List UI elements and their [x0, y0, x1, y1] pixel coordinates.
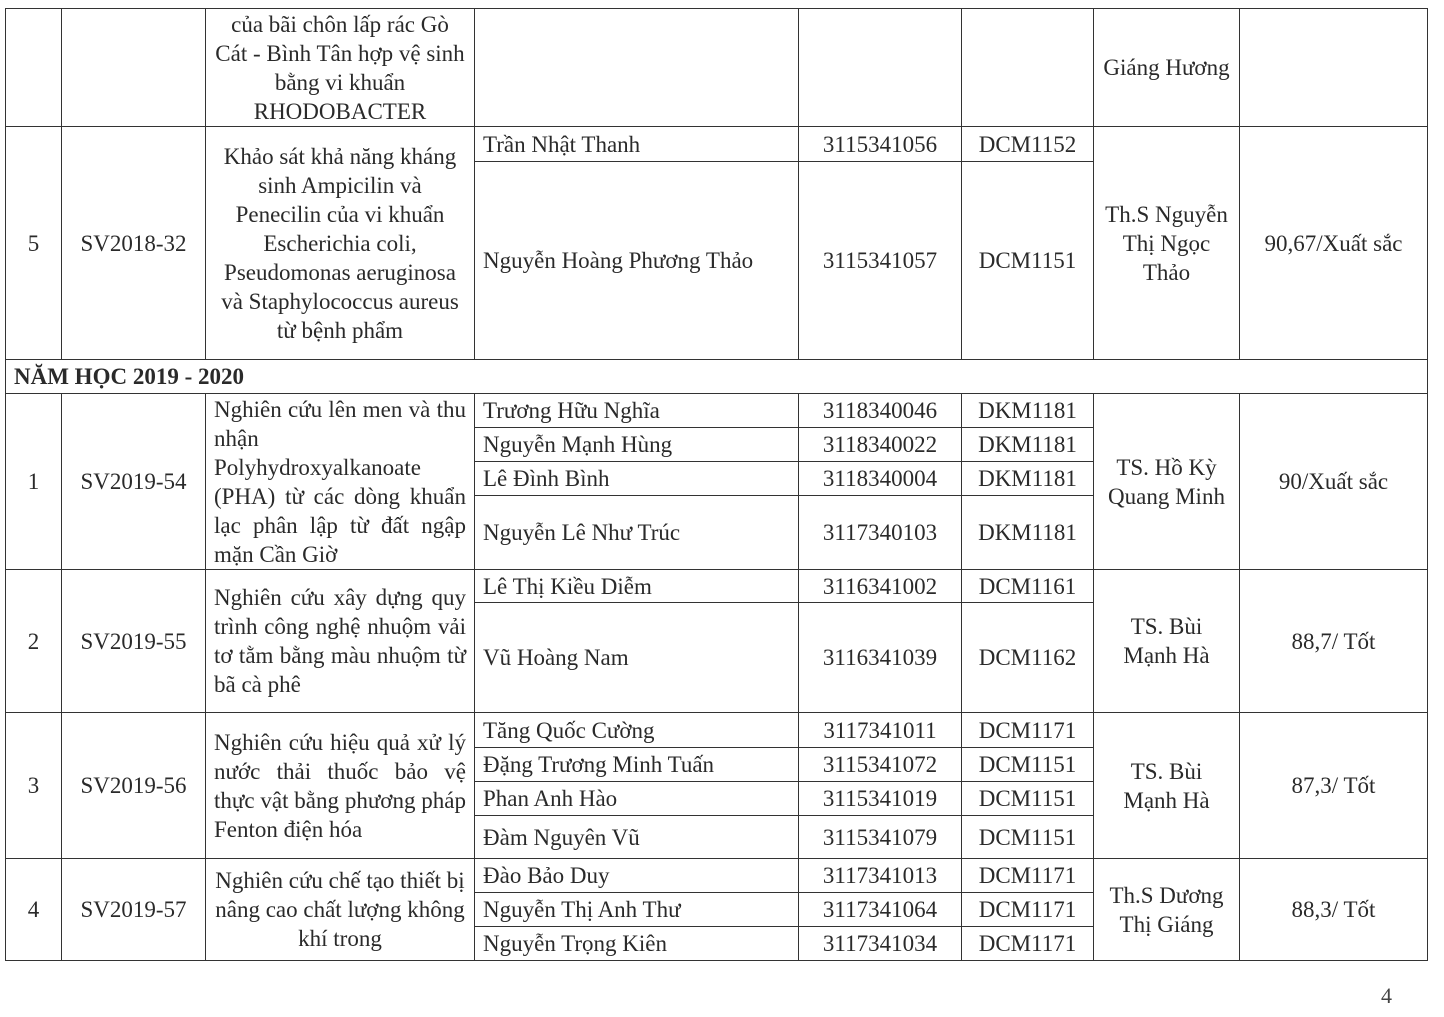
advisor-cell: Giáng Hương [1094, 9, 1240, 127]
table-row [6, 859, 1428, 893]
results-table [5, 8, 1428, 961]
class-cell: DCM1151 [962, 162, 1094, 360]
code-cell [62, 9, 206, 127]
topic-cell: Nghiên cứu lên men và thu nhận Polyhydroxyalkanoate (PHA) từ các dòng khuẩn lạc phân lập từ đất ngập mặn Cần Giờ [206, 394, 475, 570]
student-name-cell: Trần Nhật Thanh [475, 127, 799, 162]
stt-cell: 3 [6, 713, 62, 859]
student-name-cell: Đặng Trương Minh Tuấn [475, 748, 799, 782]
student-name-cell: Nguyễn Trọng Kiên [475, 927, 799, 961]
stt-cell: 4 [6, 859, 62, 961]
student-name-cell: Nguyễn Thị Anh Thư [475, 893, 799, 927]
student-id-cell: 3116341002 [799, 570, 962, 603]
class-cell: DCM1161 [962, 570, 1094, 603]
table-row [6, 9, 1428, 127]
stt-cell: 2 [6, 570, 62, 713]
student-name-cell: Nguyễn Mạnh Hùng [475, 428, 799, 462]
class-cell: DCM1151 [962, 748, 1094, 782]
topic-cell: Khảo sát khả năng kháng sinh Ampicilin và Penecilin của vi khuẩn Escherichia coli, Pseudomonas aeruginosa và Staphylococcus aureus từ bệnh phẩm [206, 127, 475, 360]
table-row [6, 127, 1428, 162]
student-id-cell: 3115341072 [799, 748, 962, 782]
code-cell: SV2019-57 [62, 859, 206, 961]
student-name-cell: Phan Anh Hào [475, 782, 799, 816]
class-cell: DCM1171 [962, 927, 1094, 961]
advisor-cell: Th.S Dương Thị Giáng [1094, 859, 1240, 961]
table-row [6, 394, 1428, 428]
student-id-cell: 3117340103 [799, 496, 962, 570]
class-cell: DKM1181 [962, 462, 1094, 496]
topic-cell: Nghiên cứu xây dựng quy trình công nghệ nhuộm vải tơ tằm bằng màu nhuộm từ bã cà phê [206, 570, 475, 713]
result-cell: 90,67/Xuất sắc [1240, 127, 1428, 360]
result-cell: 90/Xuất sắc [1240, 394, 1428, 570]
student-id-cell: 3117341034 [799, 927, 962, 961]
class-cell: DCM1171 [962, 893, 1094, 927]
student-id-cell: 3118340022 [799, 428, 962, 462]
code-cell: SV2018-32 [62, 127, 206, 360]
student-id-cell: 3117341064 [799, 893, 962, 927]
student-name-cell: Tăng Quốc Cường [475, 713, 799, 748]
student-name-cell: Đàm Nguyên Vũ [475, 816, 799, 859]
advisor-cell: TS. Bùi Mạnh Hà [1094, 713, 1240, 859]
student-name-cell: Nguyễn Hoàng Phương Thảo [475, 162, 799, 360]
topic-cell: Nghiên cứu chế tạo thiết bị nâng cao chất lượng không khí trong [206, 859, 475, 961]
result-cell: 88,7/ Tốt [1240, 570, 1428, 713]
table-row [6, 570, 1428, 603]
section-title: NĂM HỌC 2019 - 2020 [6, 360, 1428, 394]
class-cell: DCM1162 [962, 603, 1094, 713]
page-number: 4 [1381, 983, 1392, 1008]
student-id-cell: 3115341056 [799, 127, 962, 162]
result-cell: 87,3/ Tốt [1240, 713, 1428, 859]
advisor-cell: Th.S Nguyễn Thị Ngọc Thảo [1094, 127, 1240, 360]
student-name-cell: Nguyễn Lê Như Trúc [475, 496, 799, 570]
advisor-cell: TS. Hồ Kỳ Quang Minh [1094, 394, 1240, 570]
class-cell: DCM1151 [962, 816, 1094, 859]
student-id-cell: 3115341019 [799, 782, 962, 816]
topic-cell: của bãi chôn lấp rác Gò Cát - Bình Tân hợp vệ sinh bằng vi khuẩn RHODOBACTER [206, 9, 475, 127]
student-id-cell: 3115341079 [799, 816, 962, 859]
student-id-cell: 3117341013 [799, 859, 962, 893]
class-cell: DCM1171 [962, 859, 1094, 893]
student-id-cell: 3118340004 [799, 462, 962, 496]
stt-cell [6, 9, 62, 127]
stt-cell: 5 [6, 127, 62, 360]
result-cell: 88,3/ Tốt [1240, 859, 1428, 961]
class-cell: DKM1181 [962, 394, 1094, 428]
student-name-cell: Lê Đình Bình [475, 462, 799, 496]
student-name-cell: Vũ Hoàng Nam [475, 603, 799, 713]
class-cell: DKM1181 [962, 428, 1094, 462]
advisor-cell: TS. Bùi Mạnh Hà [1094, 570, 1240, 713]
student-name-cell: Đào Bảo Duy [475, 859, 799, 893]
class-cell: DCM1152 [962, 127, 1094, 162]
class-cell: DCM1151 [962, 782, 1094, 816]
section-row [6, 360, 1428, 394]
class-cell: DCM1171 [962, 713, 1094, 748]
result-cell [1240, 9, 1428, 127]
student-name-cell: Trương Hữu Nghĩa [475, 394, 799, 428]
student-id-cell [799, 9, 962, 127]
student-id-cell: 3115341057 [799, 162, 962, 360]
student-name-cell [475, 9, 799, 127]
code-cell: SV2019-56 [62, 713, 206, 859]
student-id-cell: 3116341039 [799, 603, 962, 713]
class-cell: DKM1181 [962, 496, 1094, 570]
student-id-cell: 3118340046 [799, 394, 962, 428]
class-cell [962, 9, 1094, 127]
student-name-cell: Lê Thị Kiều Diễm [475, 570, 799, 603]
student-id-cell: 3117341011 [799, 713, 962, 748]
code-cell: SV2019-55 [62, 570, 206, 713]
code-cell: SV2019-54 [62, 394, 206, 570]
topic-cell: Nghiên cứu hiệu quả xử lý nước thải thuốc bảo vệ thực vật bằng phương pháp Fenton điện hóa [206, 713, 475, 859]
stt-cell: 1 [6, 394, 62, 570]
table-row [6, 713, 1428, 748]
